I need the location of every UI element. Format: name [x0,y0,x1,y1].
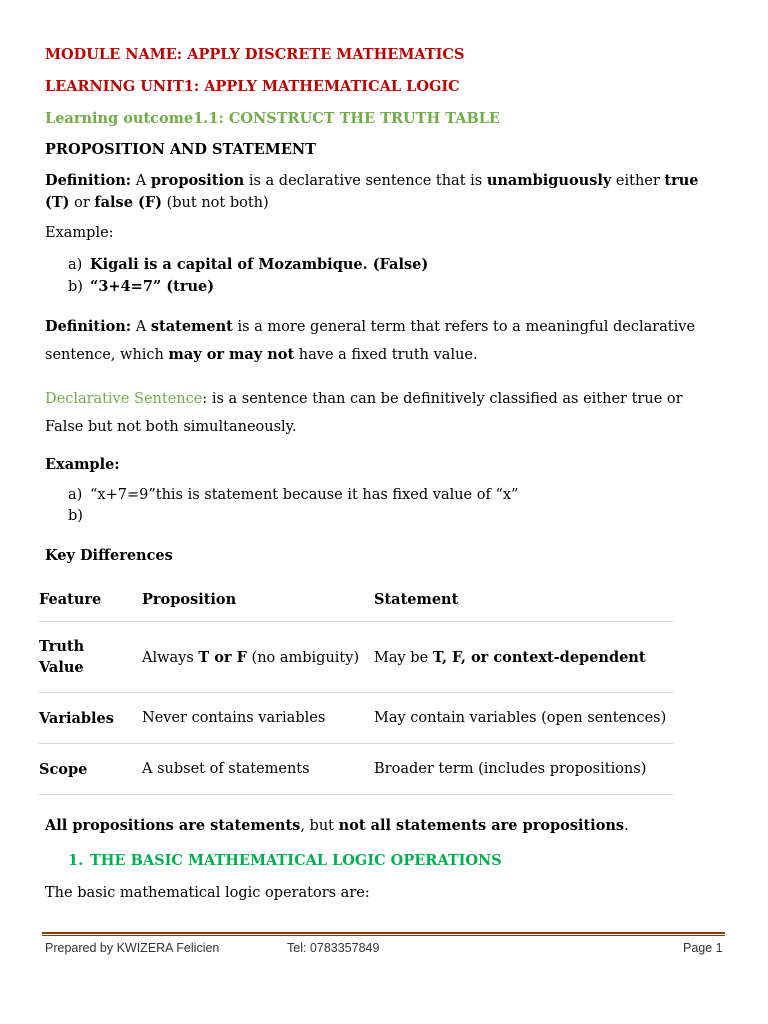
feature-cell: Variables [39,693,142,744]
section-title: PROPOSITION AND STATEMENT [45,141,316,158]
proposition-definition-line1: Definition: A proposition is a declarative sentence that is unambiguously either true [45,172,699,189]
statement-cell: Broader term (includes propositions) [374,744,673,795]
table-row [39,744,673,795]
footer-page-number: Page 1 [683,941,723,955]
header-statement: Statement [374,591,459,608]
module-name-heading: MODULE NAME: APPLY DISCRETE MATHEMATICS [45,46,465,63]
footer-telephone: Tel: 0783357849 [287,941,380,955]
feature-cell: Truth Value [39,622,142,693]
list-item: a) “x+7=9”this is statement because it has fixed value of “x” [68,487,519,503]
table-row [39,693,673,744]
list-item: b) [68,508,83,524]
declarative-sentence-line1: Declarative Sentence: is a sentence than can be definitively classified as either true or [45,391,683,407]
proposition-cell: Never contains variables [142,693,374,744]
proposition-definition-line2: (T) or false (F) (but not both) [45,194,269,211]
operators-intro: The basic mathematical logic operators are: [45,885,370,901]
learning-unit-heading: LEARNING UNIT1: APPLY MATHEMATICAL LOGIC [45,78,460,95]
table-header-row [39,588,673,622]
statement-cell: May be T, F, or context-dependent [374,622,673,693]
learning-outcome-heading: Learning outcome1.1: CONSTRUCT THE TRUTH TABLE [45,110,500,127]
statement-definition-line1: Definition: A statement is a more general term that refers to a meaningful declarative [45,318,696,335]
header-feature: Feature [39,591,102,608]
footer-prepared-by: Prepared by KWIZERA Felicien [45,941,220,955]
key-differences-title: Key Differences [45,547,173,564]
footer-divider-thin [42,935,725,936]
conclusion-line: All propositions are statements, but not all statements are propositions. [45,817,629,834]
key-differences-table [39,588,673,795]
list-item: b) “3+4=7” (true) [68,278,215,295]
example-label: Example: [45,225,114,241]
proposition-cell: A subset of statements [142,744,374,795]
declarative-sentence-line2: False but not both simultaneously. [45,419,297,435]
list-item: a) Kigali is a capital of Mozambique. (False) [68,256,429,273]
proposition-cell: Always T or F (no ambiguity) [142,622,374,693]
feature-cell: Scope [39,744,142,795]
statement-cell: May contain variables (open sentences) [374,693,673,744]
footer-divider [42,932,725,934]
section-heading-logic-operations: 1. THE BASIC MATHEMATICAL LOGIC OPERATIONS [68,852,502,869]
header-proposition: Proposition [142,591,237,608]
statement-definition-line2: sentence, which may or may not have a fixed truth value. [45,346,478,363]
example-label-2: Example: [45,456,120,473]
table-row [39,622,673,693]
